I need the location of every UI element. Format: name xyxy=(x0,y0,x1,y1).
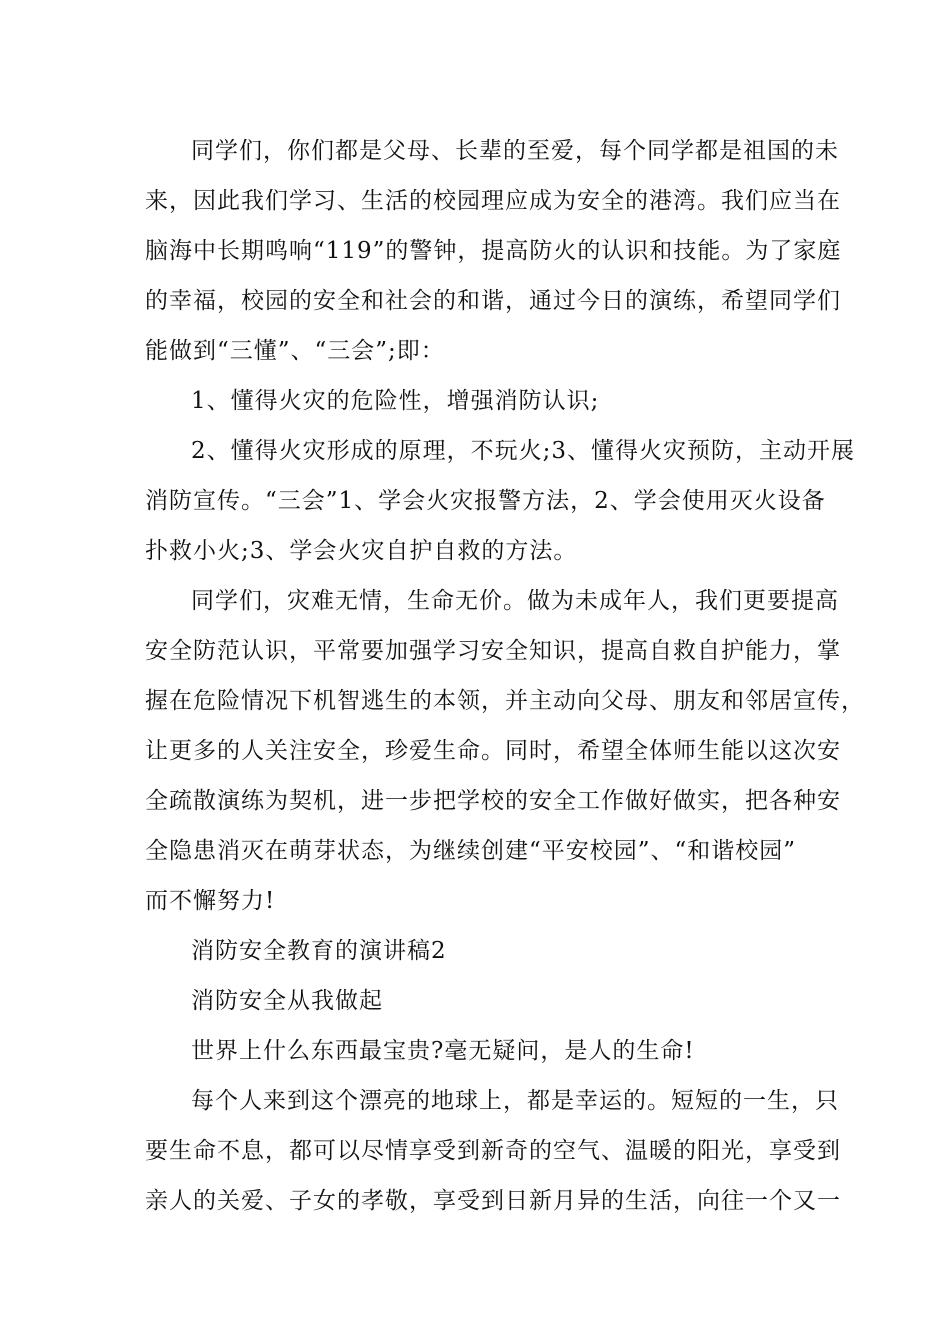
paragraph-line: 握在危险情况下机智逃生的本领，并主动向父母、朋友和邻居宣传， xyxy=(145,688,865,714)
paragraph-line: 每个人来到这个漂亮的地球上，都是幸运的。短短的一生，只 xyxy=(191,1088,839,1114)
paragraph-line: 能做到“三懂”、“三会”;即： xyxy=(145,338,445,364)
paragraph-line: 亲人的关爱、子女的孝敬，享受到日新月异的生活，向往一个又一 xyxy=(145,1188,841,1214)
paragraph-line: 1、懂得火灾的危险性，增强消防认识; xyxy=(191,388,600,414)
section-title: 消防安全教育的演讲稿2 xyxy=(191,938,447,964)
paragraph-line: 消防宣传。“三会”1、学会火灾报警方法，2、学会使用灭火设备 xyxy=(145,488,826,514)
paragraph-line: 的幸福，校园的安全和社会的和谐，通过今日的演练，希望同学们 xyxy=(145,288,841,314)
paragraph-line: 同学们，灾难无情，生命无价。做为未成年人，我们更要提高 xyxy=(191,588,839,614)
paragraph-line: 而不懈努力! xyxy=(145,888,276,914)
document-body xyxy=(145,126,865,1226)
paragraph-line: 2、懂得火灾形成的原理，不玩火;3、懂得火灾预防，主动开展 xyxy=(191,438,856,464)
paragraph-line: 扑救小火;3、学会火灾自护自救的方法。 xyxy=(145,538,578,564)
paragraph-line: 安全防范认识，平常要加强学习安全知识，提高自救自护能力，掌 xyxy=(145,638,841,664)
paragraph-line: 来，因此我们学习、生活的校园理应成为安全的港湾。我们应当在 xyxy=(145,188,841,214)
paragraph-line: 同学们，你们都是父母、长辈的至爱，每个同学都是祖国的未 xyxy=(191,138,839,164)
paragraph-line: 世界上什么东西最宝贵?毫无疑问，是人的生命! xyxy=(191,1038,695,1064)
paragraph-line: 要生命不息，都可以尽情享受到新奇的空气、温暖的阳光，享受到 xyxy=(145,1138,841,1164)
speech-subtitle: 消防安全从我做起 xyxy=(191,988,383,1014)
paragraph-line: 脑海中长期鸣响“119”的警钟，提高防火的认识和技能。为了家庭 xyxy=(145,238,842,264)
paragraph-line: 全疏散演练为契机，进一步把学校的安全工作做好做实，把各种安 xyxy=(145,788,841,814)
paragraph-line: 让更多的人关注安全，珍爱生命。同时，希望全体师生能以这次安 xyxy=(145,738,841,764)
paragraph-line: 全隐患消灭在萌芽状态，为继续创建“平安校园”、“和谐校园” xyxy=(145,838,797,864)
